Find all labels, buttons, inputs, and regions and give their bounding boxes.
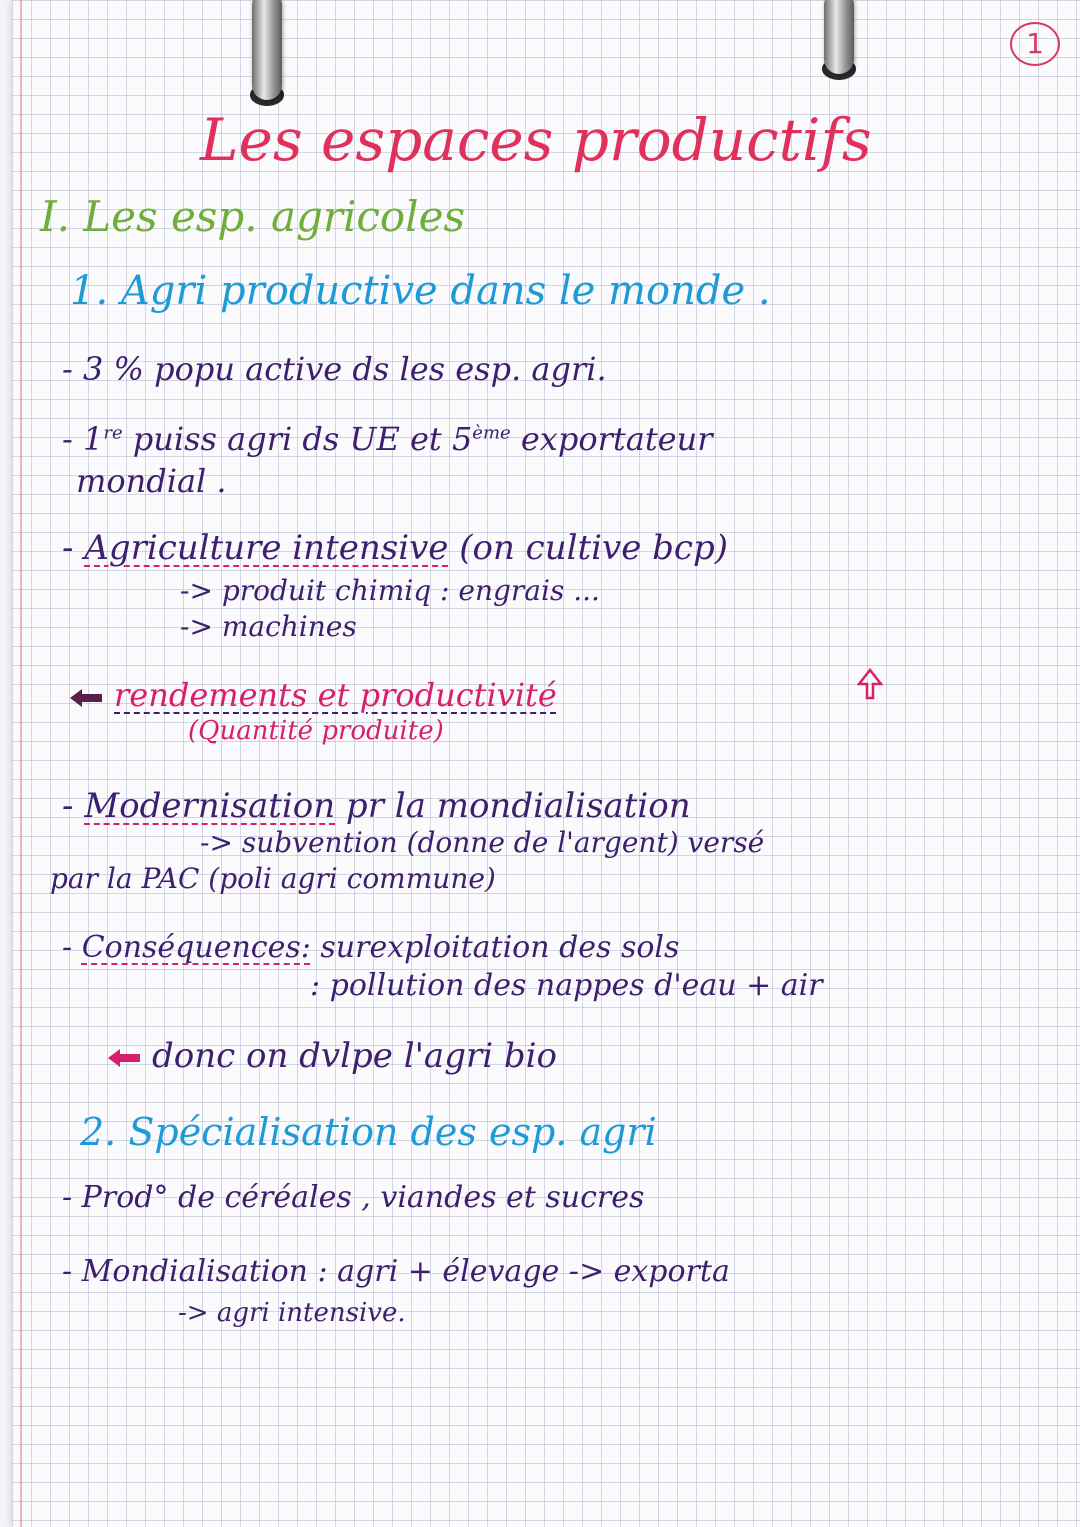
up-arrow-icon (857, 668, 883, 700)
note-line: mondial . (76, 462, 227, 500)
note-sup: ème (472, 422, 511, 444)
note-line: : pollution des nappes d'eau + air (310, 968, 823, 1003)
margin-line (20, 0, 22, 1527)
note-line (62, 420, 713, 458)
page-title: Les espaces productifs (200, 106, 872, 174)
double-arrow-icon (106, 1047, 142, 1069)
note-line (62, 528, 728, 568)
binder-ring-right (824, 0, 854, 74)
note-keyword: Agriculture intensive (84, 528, 449, 568)
note-line: -> subvention (donne de l'argent) versé (200, 826, 765, 859)
note-text: puiss agri ds UE et 5 (122, 420, 473, 458)
note-line: - Mondialisation : agri + élevage -> exporta (62, 1254, 730, 1289)
double-arrow-icon (68, 687, 104, 709)
note-keyword: Modernisation (84, 786, 336, 826)
note-text: surexploitation des sols (310, 930, 680, 965)
note-text: - (62, 786, 85, 826)
note-line (62, 786, 691, 826)
note-keyword: Conséquences: (81, 930, 311, 965)
note-line (106, 1036, 557, 1076)
note-line: -> agri intensive. (178, 1298, 406, 1328)
note-line: (Quantité produite) (188, 716, 444, 746)
note-line: -> produit chimiq : engrais ... (180, 574, 600, 607)
note-line (62, 930, 679, 965)
section-heading: I. Les esp. agricoles (40, 192, 466, 241)
note-line: - Prod° de céréales , viandes et sucres (62, 1180, 645, 1215)
subsection-heading-2: 2. Spécialisation des esp. agri (80, 1110, 657, 1154)
note-text: - (62, 930, 82, 965)
note-text: donc on dvlpe l'agri bio (152, 1036, 557, 1076)
note-text: pr la mondialisation (335, 786, 691, 826)
page-number: 1 (1010, 22, 1060, 66)
note-text: - (62, 528, 85, 568)
note-keyword: rendements et productivité (114, 676, 557, 714)
note-sup: re (103, 422, 123, 444)
note-line: - 3 % popu active ds les esp. agri. (62, 350, 607, 388)
subsection-heading-1: 1. Agri productive dans le monde . (70, 268, 771, 314)
binder-ring-left (252, 0, 282, 100)
note-text: - 1 (62, 420, 104, 458)
note-text: (on cultive bcp) (448, 528, 728, 568)
note-line: par la PAC (poli agri commune) (50, 862, 496, 895)
note-line: -> machines (180, 610, 357, 643)
note-text: exportateur (510, 420, 713, 458)
note-line (68, 676, 557, 714)
